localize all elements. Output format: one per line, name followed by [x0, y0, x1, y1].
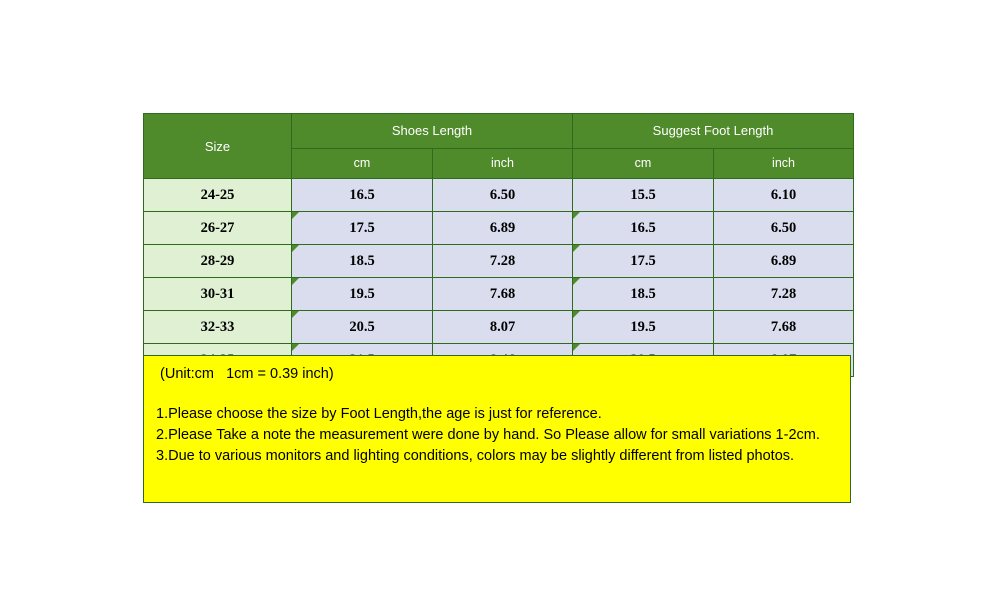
cell-foot-cm: 18.5 — [573, 278, 714, 311]
cell-foot-cm: 15.5 — [573, 179, 714, 212]
cell-foot-inch: 7.68 — [714, 311, 854, 344]
cell-size: 26-27 — [144, 212, 292, 245]
table-row — [144, 245, 854, 278]
cell-foot-cm: 19.5 — [573, 311, 714, 344]
cell-foot-inch: 6.50 — [714, 212, 854, 245]
cell-foot-cm: 16.5 — [573, 212, 714, 245]
size-chart-table — [143, 113, 854, 377]
header-foot-inch: inch — [714, 148, 854, 178]
header-size: Size — [144, 114, 292, 179]
cell-shoes-inch: 6.89 — [433, 212, 573, 245]
note-line-3: 3.Due to various monitors and lighting conditions, colors may be slightly different from listed photos. — [156, 448, 795, 465]
table-row — [144, 311, 854, 344]
table-header-row-groups — [144, 114, 854, 149]
cell-shoes-inch: 7.28 — [433, 245, 573, 278]
cell-size: 24-25 — [144, 179, 292, 212]
cell-shoes-inch: 7.68 — [433, 278, 573, 311]
cell-size: 28-29 — [144, 245, 292, 278]
cell-shoes-cm: 16.5 — [292, 179, 433, 212]
cell-size: 30-31 — [144, 278, 292, 311]
table-row — [144, 212, 854, 245]
header-shoes-length: Shoes Length — [292, 114, 573, 149]
cell-shoes-inch: 6.50 — [433, 179, 573, 212]
cell-shoes-cm: 20.5 — [292, 311, 433, 344]
table-row — [144, 278, 854, 311]
cell-shoes-cm: 17.5 — [292, 212, 433, 245]
note-line-2: 2.Please Take a note the measurement were done by hand. So Please allow for small variations 1-2cm. — [156, 427, 820, 444]
cell-foot-inch: 6.10 — [714, 179, 854, 212]
header-foot-cm: cm — [573, 148, 714, 178]
header-shoes-inch: inch — [433, 148, 573, 178]
cell-foot-inch: 7.28 — [714, 278, 854, 311]
table-row — [144, 179, 854, 212]
header-shoes-cm: cm — [292, 148, 433, 178]
cell-shoes-cm: 19.5 — [292, 278, 433, 311]
cell-shoes-inch: 8.07 — [433, 311, 573, 344]
header-suggest-foot-length: Suggest Foot Length — [573, 114, 854, 149]
notes-panel — [143, 355, 851, 503]
cell-foot-inch: 6.89 — [714, 245, 854, 278]
note-line-1: 1.Please choose the size by Foot Length,the age is just for reference. — [156, 406, 602, 422]
cell-shoes-cm: 18.5 — [292, 245, 433, 278]
cell-foot-cm: 17.5 — [573, 245, 714, 278]
note-unit: (Unit:cm 1cm = 0.39 inch) — [156, 366, 334, 382]
cell-size: 32-33 — [144, 311, 292, 344]
